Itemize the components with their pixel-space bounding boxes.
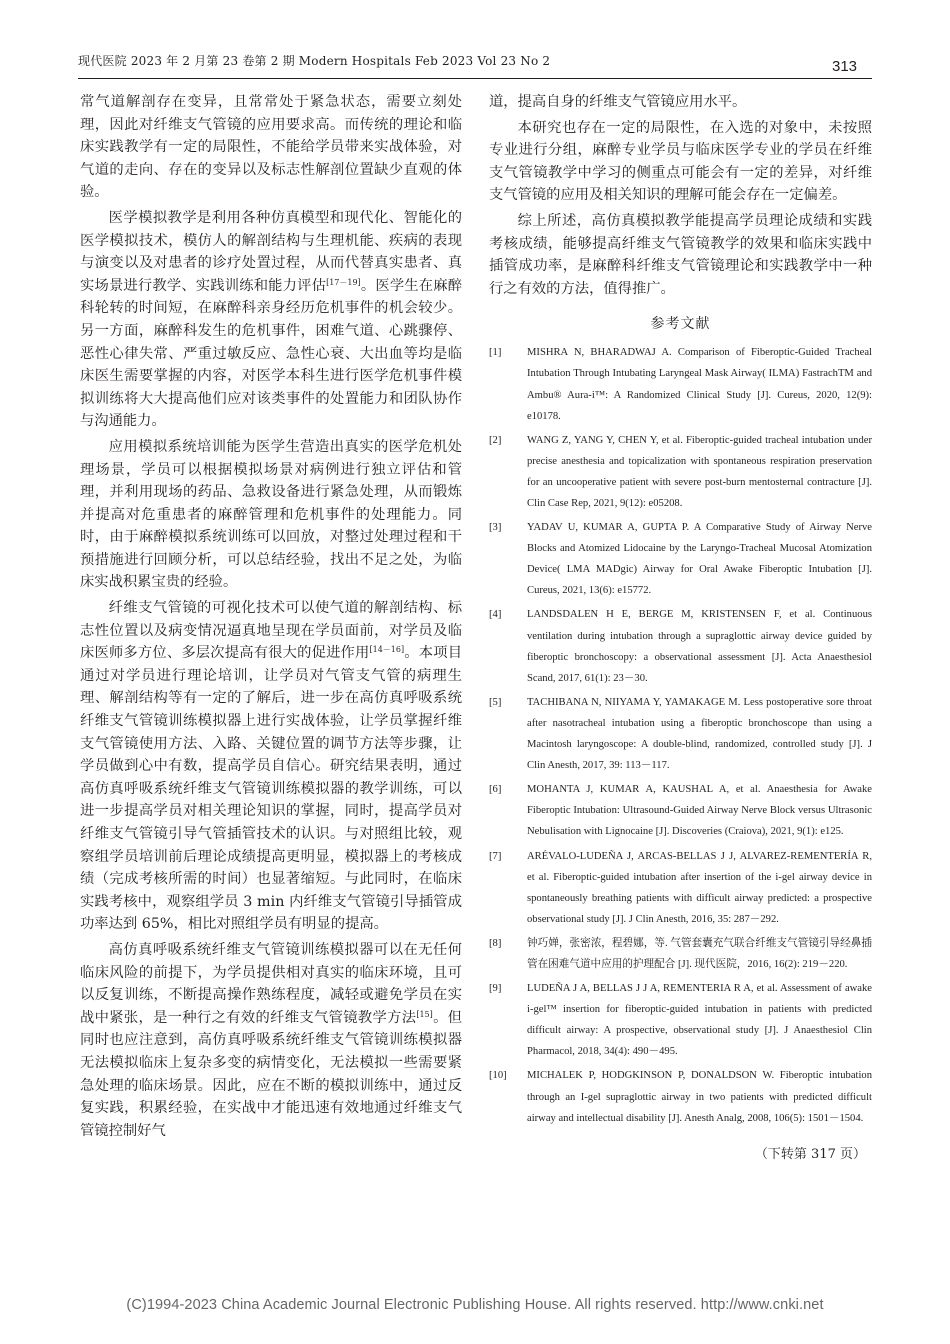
citation: [15] [416,1009,433,1019]
reference-number: [7] [489,850,502,862]
reference-text: MICHALEK P, HODGKINSON P, DONALDSON W. Fiberoptic intubation through an I-gel supraglottic airway in two patients with predicted difficult airway and intellectual disability [J]. Anesth Analg, 2008, 106(5): 1501－1504. [527,1070,872,1124]
reference-item [489,933,872,975]
continued-note: （下转第 317 页） [754,1146,866,1162]
reference-text: ARÉVALO-LUDEÑA J, ARCAS-BELLAS J J, ALVAREZ-REMENTERÍA R, et al. Fiberoptic-guided intubation after insertion of the i-gel airway device in spontaneously breathing patients with difficult airway predicted: a prospective observational study [J]. J Clin Anesth, 2016, 35: 287－292. [527,850,872,925]
reference-item [489,978,872,1062]
reference-number: [6] [489,784,502,796]
paragraph-text: 。医学生在麻醉科轮转的时间短，在麻醉科亲身经历危机事件的机会较少。另一方面，麻醉科发生的危机事件，困难气道、心跳骤停、恶性心律失常、严重过敏反应、急性心衰、大出血等均是临床医生需要掌握的内容，对医学本科生进行医学危机事件模拟训练将大大提高他们应对该类事件的处置能力和团队协作与沟通能力。 [80,277,463,430]
paragraph-text: 纤维支气管镜的可视化技术可以使气道的解剖结构、标志性位置以及病变情况逼真地呈现在学员面前，对学员及临床医师多方位、多层次提高有很大的促进作用 [80,600,462,662]
reference-item [489,430,872,514]
reference-text: LUDEÑA J A, BELLAS J J A, REMENTERIA R A, et al. Assessment of awake i-gel™ insertion for fiberoptic-guided intubation in patients with predicted difficult airway: A prospective, observational study [J]. J Anaesthesiol Clin Pharmacol, 2018, 34(4): 490－495. [527,983,872,1058]
reference-number: [10] [489,1070,507,1082]
left-column [80,91,462,1142]
reference-text: YADAV U, KUMAR A, GUPTA P. A Comparative Study of Airway Nerve Blocks and Atomized Lidocaine by the Laryngo-Tracheal Mucosal Atomization Device( LMA MADgic) Airway for Oral Awake Fiberoptic Intubation [J]. Cureus, 2021, 13(6): e15772. [527,522,872,597]
reference-text: 钟巧婵，张密浓，程碧娜，等. 气管套囊充气联合纤维支气管镜引导经鼻插管在困难气道中应用的护理配合 [J]. 现代医院，2016, 16(2): 219－220. [527,937,872,970]
reference-number: [3] [489,522,502,534]
page-number: 313 [832,58,858,75]
reference-text: WANG Z, YANG Y, CHEN Y, et al. Fiberoptic-guided tracheal intubation under precise anesthesia and topicalization with spontaneous respiration preservation for an uncooperative patient with severe post-burn mentosternal contracture [J]. Clin Case Rep, 2021, 9(12): e05208. [527,434,872,509]
reference-list [489,342,872,1128]
reference-item [489,604,872,688]
reference-number: [9] [489,983,502,995]
reference-text: MISHRA N, BHARADWAJ A. Comparison of Fiberoptic-Guided Tracheal Intubation Through Intubating Laryngeal Mask Airway( ILMA) FastrachTM and Ambu® Aura-i™: A Randomized Clinical Study [J]. Cureus, 2020, 12(9): e10178. [527,347,872,422]
running-head: 现代医院 2023 年 2 月第 23 卷第 2 期 Modern Hospitals Feb 2023 Vol 23 No 2 [78,54,551,68]
paragraph: 本研究也存在一定的局限性，在入选的对象中，未按照专业进行分组，麻醉专业学员与临床医学专业的学员在纤维支气管镜教学中学习的侧重点可能会有一定的差异，对纤维支气管镜的应用及相关知识的理解可能会存在一定偏差。 [489,119,872,204]
citation: [17－19] [326,277,361,287]
references-heading: 参考文献 [650,316,711,333]
reference-item [489,779,872,842]
reference-item [489,517,872,601]
paragraph: 道，提高自身的纤维支气管镜应用水平。 [489,94,747,110]
reference-text: MOHANTA J, KUMAR A, KAUSHAL A, et al. Anaesthesia for Awake Fiberoptic Intubation: Ultrasound-Guided Airway Nerve Block versus Ultrasonic Nebulisation with Lignocaine [J]. Discoveries (Craiova), 2021, 9(1): e125. [527,784,872,838]
reference-number: [4] [489,609,502,621]
paragraph: 综上所述，高仿真模拟教学能提高学员理论成绩和实践考核成绩，能够提高纤维支气管镜教学的效果和临床实践中插管成功率，是麻醉科纤维支气管镜理论和实践教学中一种行之有效的方法，值得推广。 [489,212,872,297]
paragraph [80,597,462,936]
reference-number: [1] [489,347,502,359]
paragraph: 常气道解剖存在变异，且常常处于紧急状态，需要立刻处理，因此对纤维支气管镜的应用要求高。而传统的理论和临床实践教学有一定的局限性，不能给学员带来实战体验，对气道的走向、存在的变异以及标志性解剖位置缺少直观的体验。 [80,94,462,201]
paragraph-text: 医学模拟教学是利用各种仿真模型和现代化、智能化的医学模拟技术，模仿人的解剖结构与生理机能、疾病的表现与演变以及对患者的诊疗处置过程，从而代替真实患者、真实场景进行教学、实践训练和能力评估 [80,209,462,294]
reference-item [489,846,872,930]
right-column [489,91,872,1162]
reference-number: [2] [489,434,502,446]
paragraph [80,207,462,433]
paragraph: 应用模拟系统培训能为医学生营造出真实的医学危机处理场景，学员可以根据模拟场景对病例进行独立评估和管理，并利用现场的药品、急救设备进行紧急处理，从而锻炼并提高对危重患者的麻醉管理和危机事件的处理能力。同时，由于麻醉模拟系统训练可以回放，对整过处理过程和干预措施进行回顾分析，可以总结经验，找出不足之处，为临床实战积累宝贵的经验。 [80,438,462,591]
reference-number: [8] [489,937,502,949]
paragraph-text: 。本项目通过对学员进行理论培训，让学员对气管支气管的病理生理、解剖结构等有一定的了解后，进一步在高仿真呼吸系统纤维支气管镜训练模拟器上进行实战体验，让学员掌握纤维支气管镜使用方法、入路、关键位置的调节方法等步骤，让学员做到心中有数，提高学员自信心。研究结果表明，通过高仿真呼吸系统纤维支气管镜训练模拟器的教学训练，可以进一步提高学员对相关理论知识的掌握，同时，提高学员对纤维支气管镜引导气管插管技术的认识。与对照组比较，观察组学员培训前后理论成绩提高更明显，模拟器上的考核成绩（完成考核所需的时间）也显著缩短。与此同时，在临床实践考核中，观察组学员 3 min 内纤维支气管镜引导插管成功率达到 65%，相比对照组学员有明显的提高。 [80,645,463,933]
copyright-footer: (C)1994-2023 China Academic Journal Electronic Publishing House. All rights reserved. http://www.cnki.net [126,1297,824,1313]
reference-text: TACHIBANA N, NIIYAMA Y, YAMAKAGE M. Less postoperative sore throat after nasotracheal intubation using a fiberoptic bronchoscope than using a Macintosh laryngoscope: A double-blind, randomized, controlled study [J]. J Clin Anesth, 2017, 39: 113－117. [527,696,872,772]
header-rule [78,78,872,79]
paragraph-text: 。但同时也应注意到，高仿真呼吸系统纤维支气管镜训练模拟器无法模拟临床上复杂多变的病情变化，无法模拟一些需要紧急处理的临床场景。因此，应在不断的模拟训练中，通过反复实践，积累经验，在实战中才能迅速有效地通过纤维支气管镜控制好气 [80,1009,463,1139]
reference-text: LANDSDALEN H E, BERGE M, KRISTENSEN F, et al. Continuous ventilation during intubation through a supraglottic airway device guided by fiberoptic bronchoscopy: a observational assessment [J]. Acta Anaesthesiol Scand, 2017, 61(1): 23－30. [527,609,872,684]
paragraph-text: 高仿真呼吸系统纤维支气管镜训练模拟器可以在无任何临床风险的前提下，为学员提供相对真实的临床环境，且可以反复训练，不断提高操作熟练程度，减轻或避免学员在实战中紧张，是一种行之有效的纤维支气管镜教学方法 [80,941,462,1026]
citation: [14－16] [369,645,405,655]
paragraph [80,939,462,1142]
reference-item [489,1065,872,1128]
reference-item [489,342,872,426]
reference-number: [5] [489,696,502,708]
reference-item [489,692,872,776]
